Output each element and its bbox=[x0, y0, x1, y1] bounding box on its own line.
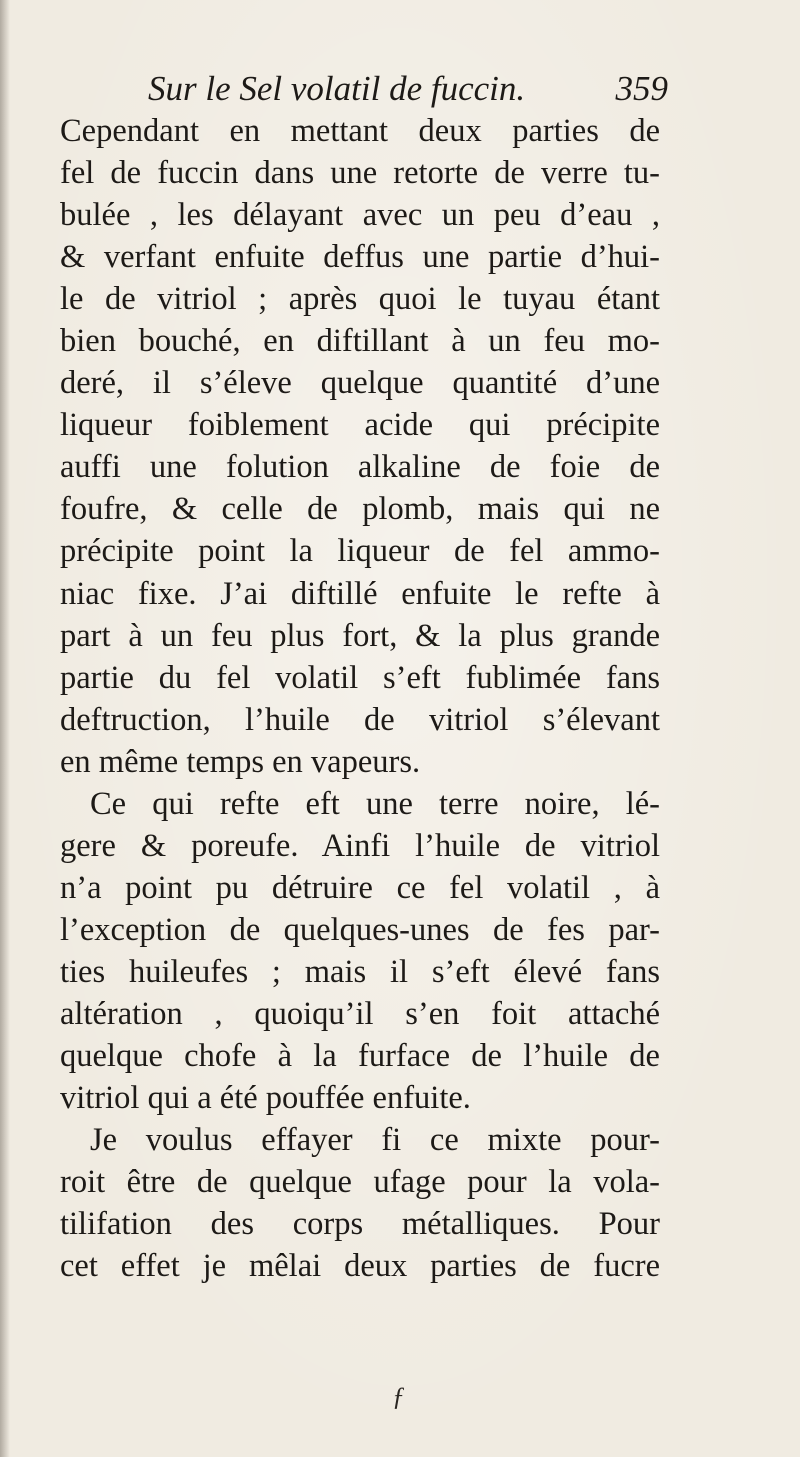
text-line: l’exception de quelques-unes de fes par- bbox=[60, 911, 660, 948]
text-line: cet effet je mêlai deux parties de fucre bbox=[60, 1248, 660, 1285]
text-line: ties huileufes ; mais il s’eft élevé fans bbox=[60, 953, 660, 990]
text-line: Je voulus effayer fi ce mixte pour- bbox=[90, 1122, 660, 1159]
text-line: auffi une folution alkaline de foie de bbox=[60, 449, 660, 486]
body-text bbox=[60, 110, 660, 1287]
text-line: liqueur foiblement acide qui précipite bbox=[60, 407, 660, 444]
text-line: tilifation des corps métalliques. Pour bbox=[60, 1206, 660, 1243]
text-line: Cependant en mettant deux parties de bbox=[60, 113, 660, 149]
text-line: le de vitriol ; après quoi le tuyau étant bbox=[60, 281, 660, 318]
text-line: vitriol qui a été pouffée enfuite. bbox=[60, 1080, 471, 1117]
running-head-title: Sur le Sel volatil de fuccin. bbox=[148, 69, 526, 108]
text-line: roit être de quelque ufage pour la vola- bbox=[60, 1164, 660, 1201]
text-line: fel de fuccin dans une retorte de verre tu- bbox=[60, 155, 660, 192]
text-line: foufre, & celle de plomb, mais qui ne bbox=[60, 491, 660, 528]
text-line: Ce qui refte eft une terre noire, lé- bbox=[90, 785, 660, 822]
signature-mark: ƒ bbox=[392, 1382, 405, 1411]
text-line: deftruction, l’huile de vitriol s’élevant bbox=[60, 701, 660, 738]
text-line: & verfant enfuite deffus une partie d’hui- bbox=[60, 239, 660, 276]
text-line: part à un feu plus fort, & la plus grande bbox=[60, 617, 660, 654]
text-line: bien bouché, en diftillant à un feu mo- bbox=[60, 323, 660, 360]
text-line: niac fixe. J’ai diftillé enfuite le refte à bbox=[60, 575, 660, 612]
text-line: précipite point la liqueur de fel ammo- bbox=[60, 533, 660, 570]
text-line: partie du fel volatil s’eft fublimée fans bbox=[60, 659, 660, 696]
text-line: deré, il s’éleve quelque quantité d’une bbox=[60, 365, 660, 402]
gutter-shadow bbox=[0, 0, 10, 1457]
text-line: altération , quoiqu’il s’en foit attaché bbox=[60, 995, 660, 1032]
text-line: quelque chofe à la furface de l’huile de bbox=[60, 1038, 660, 1075]
running-head bbox=[148, 66, 668, 112]
page-number: 359 bbox=[615, 69, 668, 108]
text-line: gere & poreufe. Ainfi l’huile de vitriol bbox=[60, 827, 660, 864]
text-line: en même temps en vapeurs. bbox=[60, 743, 421, 780]
text-line: bulée , les délayant avec un peu d’eau , bbox=[60, 197, 660, 234]
text-line: n’a point pu détruire ce fel volatil , à bbox=[60, 869, 660, 906]
